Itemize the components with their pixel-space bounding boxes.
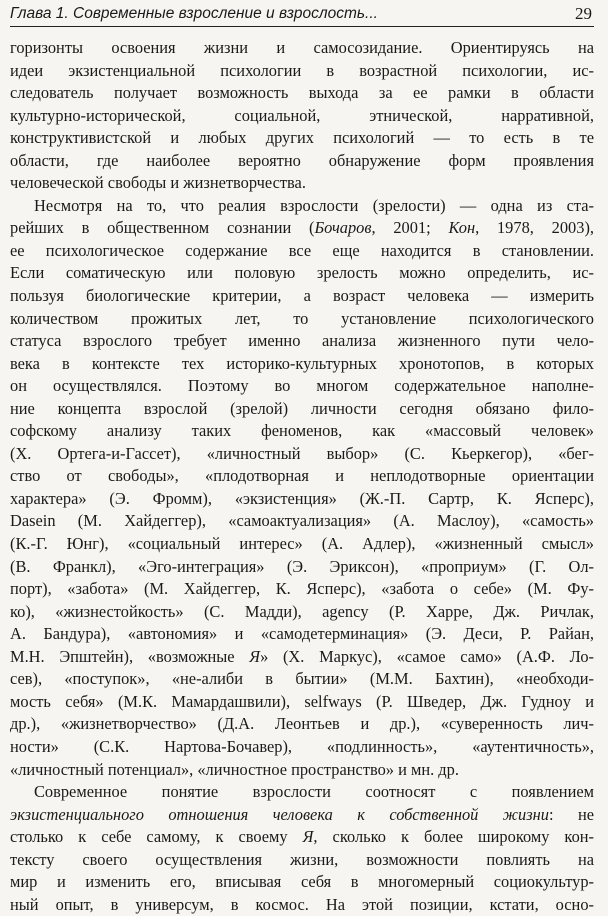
text-line: (К.-Г. Юнг), «социальный интерес» (А. Адлер), «жизненный смысл» xyxy=(10,534,594,554)
text-line: области, где наиболее вероятно обнаружение форм проявления xyxy=(10,150,594,170)
text-segment: М.Н. Эпштейн), «возможные xyxy=(10,646,250,666)
author-citation: Кон xyxy=(448,218,476,238)
text-line: века в контексте тех историко-культурных хронотопов, в которых xyxy=(10,353,594,373)
text-line: человеческой свободы и жизнетворчества. xyxy=(10,173,306,193)
text-line: Если соматическую или половую зрелость можно определить, ис- xyxy=(10,263,594,283)
text-segment: столько к себе самому, к своему xyxy=(10,827,303,847)
text-segment: , сколько к более широкому кон- xyxy=(313,827,594,847)
text-line: конструктивистской и любых других психологий — то есть в те xyxy=(10,128,594,148)
text-line: мир и изменить его, вписывая себя в многомерный социокультур- xyxy=(10,872,594,892)
text-line: «личностный потенциал», «личностное пространство» и мн. др. xyxy=(10,759,459,779)
page-header xyxy=(10,2,594,27)
text-line: сев), «поступок», «не-алиби в бытии» (М.М. Бахтин), «необходи- xyxy=(10,669,594,689)
text-line xyxy=(10,826,594,849)
body-text xyxy=(10,37,594,916)
text-line: (Х. Ортега-и-Гассет), «личностный выбор» (С. Кьеркегор), «бег- xyxy=(10,443,594,463)
text-segment: » (Х. Маркус), «самое само» (А.Ф. Ло- xyxy=(260,646,594,666)
text-segment: , 1978, 2003), xyxy=(475,218,594,238)
text-line: характера» (Э. Фромм), «экзистенция» (Ж.-П. Сартр, К. Ясперс), xyxy=(10,488,594,508)
text-line: следователь получает возможность выхода за ее рамки в области xyxy=(10,83,594,103)
italic-term: Я xyxy=(302,827,314,847)
text-line xyxy=(10,804,594,827)
text-line: ный опыт, в универсум, в космос. На этой позиции, кстати, осно- xyxy=(10,894,594,914)
text-segment: рейших в общественном сознании ( xyxy=(10,218,315,238)
page-number: 29 xyxy=(575,4,592,23)
text-line xyxy=(10,646,594,669)
text-line: Несмотря на то, что реалия взрослости (зрелости) — одна из ста- xyxy=(34,195,594,215)
text-line: идеи экзистенциальной психологии в возрастной психологии, ис- xyxy=(10,60,594,80)
text-line: ее психологическое содержание все еще находится в становлении. xyxy=(10,240,594,260)
text-line: (В. Франкл), «Эго-интеграция» (Э. Эриксон), «проприум» (Г. Ол- xyxy=(10,556,594,576)
text-line: он осуществлялся. Поэтому во многом содержательное наполне- xyxy=(10,376,594,396)
text-line: пользуя биологические критерии, а возраст человека — измерить xyxy=(10,286,594,306)
text-segment: , 2001; xyxy=(371,218,449,238)
italic-term: экзистенциального отношения человека к собственной жизни xyxy=(10,804,549,824)
text-line: А. Бандура), «автономия» и «самодетерминация» (Э. Деси, Р. Райан, xyxy=(10,624,594,644)
text-line: др.), «жизнетворчество» (Д.А. Леонтьев и др.), «суверенность лич- xyxy=(10,714,594,734)
text-line: порт), «забота» (М. Хайдеггер, К. Ясперс), «забота о себе» (М. Фу- xyxy=(10,579,594,599)
text-line: ности» (С.К. Нартова-Бочавер), «подлинность», «аутентичность», xyxy=(10,736,594,756)
text-line: софскому анализу таких феноменов, как «массовый человек» xyxy=(10,421,594,441)
text-line: ство от свободы», «плодотворная и неплодотворные ориентации xyxy=(10,466,594,486)
text-line: Современное понятие взрослости соотносят с появлением xyxy=(34,782,594,802)
text-line: культурно-исторической, социальной, этнической, нарративной, xyxy=(10,105,594,125)
text-line: мость себя» (М.К. Мамардашвили), selfways (Р. Шведер, Дж. Гуднoу и xyxy=(10,691,594,711)
text-line xyxy=(10,217,594,240)
text-line: ние концепта взрослой (зрелой) личности сегодня обязано фило- xyxy=(10,398,594,418)
text-segment: : не xyxy=(548,804,594,824)
running-head: Глава 1. Современные взросление и взрослость... xyxy=(10,5,378,22)
text-line: Dasein (М. Хайдеггер), «самоактуализация» (А. Маслоу), «самость» xyxy=(10,511,594,531)
text-line: статуса взрослого требует именно анализа жизненного пути чело- xyxy=(10,331,594,351)
text-line: горизонты освоения жизни и самосозидание. Ориентируясь на xyxy=(10,38,594,57)
italic-term: Я xyxy=(249,646,261,666)
text-line: количеством прожитых лет, то установление психологического xyxy=(10,308,594,328)
author-citation: Бочаров xyxy=(314,218,372,238)
text-line: тексту своего осуществления жизни, возможности повлиять на xyxy=(10,849,594,869)
text-line: ко), «жизнестойкость» (С. Мадди), agency (Р. Харре, Дж. Ричлак, xyxy=(10,601,594,621)
